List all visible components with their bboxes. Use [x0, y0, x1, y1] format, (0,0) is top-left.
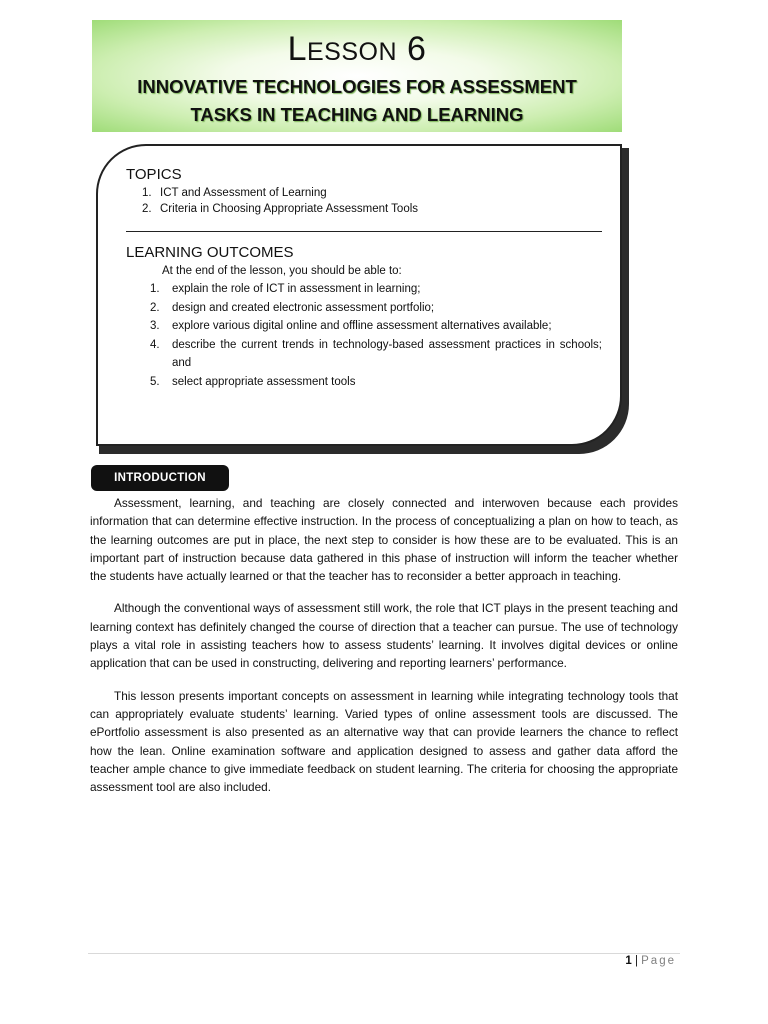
lesson-subtitle-line1: INNOVATIVE TECHNOLOGIES FOR ASSESSMENT — [137, 76, 577, 97]
lesson-title-rest: ESSON — [307, 38, 398, 66]
topics-list — [126, 185, 602, 217]
page-footer — [520, 955, 676, 967]
body-paragraph: Although the conventional ways of assessment still work, the role that ICT plays in the present teaching and learning context has definitely changed the course of direction that a teacher can pursue. The use of technology plays a vital role in assisting teachers how to assess students’ learning. It involves digital devices or online application that can be used in constructing, delivering and reporting learners’ performance. — [90, 601, 678, 671]
outcomes-list — [126, 280, 602, 391]
topics-box-content — [126, 166, 602, 391]
page-separator: | — [634, 955, 638, 967]
lesson-number: 6 — [406, 30, 427, 68]
page-word: Page — [641, 955, 676, 967]
body-paragraph: Assessment, learning, and teaching are closely connected and interwoven because each provides information that can determine effective instruction. In the process of conceptualizing a plan on how to teach, as the learning outcomes are put in place, the next step to consider is how these are to be evaluated. This is an important part of instruction because data gathered in this phase of instruction will inform the teacher whether the students have actually learned or that the teacher has to reconsider a better approach in teaching. — [90, 496, 678, 584]
introduction-label: INTRODUCTION — [91, 465, 229, 491]
lesson-banner — [92, 20, 622, 132]
lesson-subtitle — [92, 73, 622, 129]
footer-divider — [88, 953, 680, 954]
list-item: 2. Criteria in Choosing Appropriate Assessment Tools — [142, 203, 419, 215]
list-item: 3. explore various digital online and offline assessment alternatives available; — [150, 320, 552, 332]
lesson-title-initial: L — [287, 30, 307, 68]
list-item: 2. design and created electronic assessment portfolio; — [150, 301, 435, 314]
body-paragraph: This lesson presents important concepts on assessment in learning while integrating technology tools that can appropriately evaluate students’ learning. Varied types of online assessment tools are discussed. The ePortfolio assessment is also presented as an alternative way that can provide learners the chance to reflect how the lean. Online examination software and application designed to assess and gather data afford the teacher ample chance to give immediate feedback on student learning. The criteria for choosing the appropriate assessment tool are also included. — [90, 688, 678, 795]
outcomes-intro: At the end of the lesson, you should be able to: — [162, 265, 402, 277]
outcomes-heading: LEARNING OUTCOMES — [126, 244, 294, 261]
list-item: 4. describe the current trends in technology-based assessment practices in schools; and — [150, 338, 602, 369]
page-number: 1 — [625, 955, 632, 967]
list-item: 1. explain the role of ICT in assessment in learning; — [150, 283, 421, 295]
list-item: 1. ICT and Assessment of Learning — [142, 187, 327, 199]
section-divider — [126, 231, 602, 232]
lesson-title — [92, 20, 622, 69]
lesson-subtitle-line2: TASKS IN TEACHING AND LEARNING — [190, 104, 524, 125]
introduction-body — [90, 494, 678, 810]
topics-box — [96, 144, 622, 446]
list-item: 5. select appropriate assessment tools — [150, 375, 356, 388]
topics-heading: TOPICS — [126, 166, 182, 183]
